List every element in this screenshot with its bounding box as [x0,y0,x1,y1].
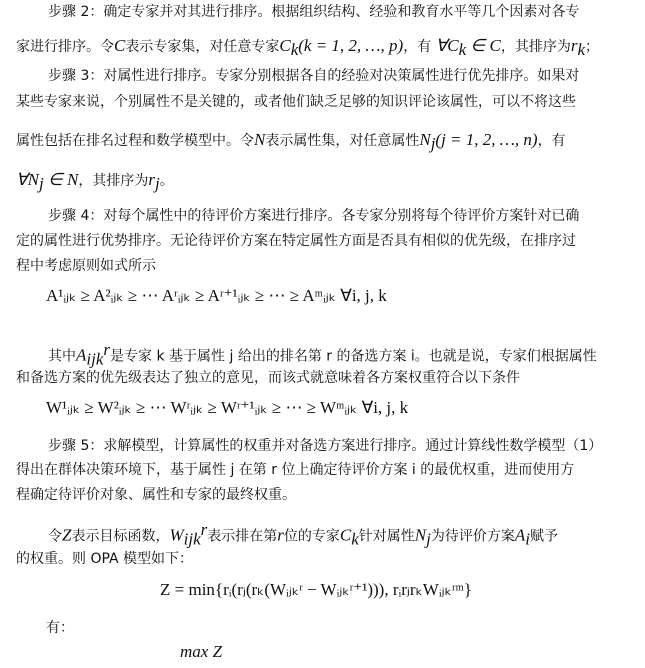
you-label: 有： [46,620,74,636]
w-subscript: ijk [183,529,201,549]
step6-text-f: 为待评价方案 [430,528,515,545]
step4-line3: 程中考虑原则如式所示 [16,258,156,274]
step6-text-d: 位的专家 [283,528,340,545]
step3-text-d: ，其排序为 [78,173,149,189]
a-superscript: r [103,340,111,359]
step5-line3: 程确定待评价对象、属性和专家的最终权重。 [16,487,296,503]
a-subscript: ijk [86,349,104,369]
step4-line4 [48,340,597,369]
step3-line3 [16,130,566,154]
step2-text-c: ，有 [403,39,432,55]
ck2-symbol: C [339,525,352,545]
step5-line1: 步骤 5：求解模型，计算属性的权重并对备选方案进行排序。通过计算线性数学模型（1） [48,438,603,454]
rj-subscript: j [154,173,160,193]
forall-nj: ∀N [16,170,39,189]
step4-line5: 和备选方案的优先级表达了独立的意见，而该式就意味着各方案权重符合以下条件 [16,370,520,386]
forall-ck: ∀C [435,36,459,55]
step6-text-c: 表示排在第 [207,528,278,545]
nj-range: (j = 1, 2, …, n) [435,130,538,149]
step6-text-a: 令 [48,528,62,545]
step4-text-b: 是专家 k 基于属性 j 给出的排名第 r 的备选方案 i。也就是说，专家们根据属性 [110,348,597,365]
nj2-symbol: N [414,525,427,545]
step3-text-b: 表示属性集，对任意属性 [265,133,420,149]
rj-symbol: r [148,170,155,189]
forall-nj-sub: j [38,173,44,193]
step6-text-b: 表示目标函数， [71,528,170,545]
step3-line2: 某些专家来说，个别属性不是关键的，或者他们缺乏足够的知识评论该属性，可以不将这些 [16,94,576,110]
step6-text-e: 针对属性 [358,528,415,545]
step6-line1 [48,520,558,549]
step3-text-c: ，有 [537,133,566,149]
forall-nj-tail: ∈ N [43,170,79,189]
step3-text-a: 属性包括在排名过程和数学模型中。令 [16,133,254,149]
rk-symbol: r [570,36,578,55]
forall-ck-tail: ∈ C [466,36,501,55]
symbol-Z: Z [62,525,72,545]
symbol-C: C [114,36,126,55]
step3-line4 [16,170,174,194]
w-superscript: r [200,520,208,539]
step3-text-e: 。 [159,173,174,189]
r-symbol: r [277,525,284,545]
ck-subscript: k [290,39,299,59]
nj2-subscript: j [426,529,431,549]
step2-text-a: 家进行排序。令 [16,39,114,55]
nj-subscript: j [430,133,436,153]
opa-model-formula: Z = min{rᵢ(rⱼ(rₖ(Wᵢⱼₖʳ − Wᵢⱼₖʳ⁺¹))), rᵢrⱼrₖWᵢⱼₖʳᵐ} [160,580,473,599]
formula-a-ranking: A¹ᵢⱼₖ ≥ A²ᵢⱼₖ ≥ ⋯ Aʳᵢⱼₖ ≥ Aʳ⁺¹ᵢⱼₖ ≥ ⋯ ≥ Aᵐᵢⱼₖ ∀i, j, k [46,286,387,305]
step4-line2: 定的属性进行优势排序。无论待评价方案在特定属性方面是否具有相似的优先级，在排序过 [16,233,576,249]
ck-symbol: C [279,36,291,55]
step2-text-d: ，其排序为 [500,39,571,55]
w-symbol: W [169,525,184,545]
ai-subscript: i [525,529,530,549]
nj-symbol: N [419,130,431,149]
forall-ck-sub: k [458,39,467,59]
step4-text-a: 其中 [48,348,76,365]
formula-w-weights: W¹ᵢⱼₖ ≥ W²ᵢⱼₖ ≥ ⋯ Wʳᵢⱼₖ ≥ Wʳ⁺¹ᵢⱼₖ ≥ ⋯ ≥ Wᵐᵢⱼₖ ∀i, j, k [46,398,409,417]
a-symbol: A [76,345,87,365]
step2-text-b: 表示专家集，对任意专家 [125,39,280,55]
ck-range: (k = 1, 2, …, p) [298,36,404,55]
ai-symbol: A [514,525,526,545]
symbol-N: N [254,130,266,149]
rk-subscript: k [577,39,585,59]
step3-line1: 步骤 3：对属性进行排序。专家分别根据各自的经验对决策属性进行优先排序。如果对 [48,68,580,84]
step4-line1: 步骤 4：对每个属性中的待评价方案进行排序。各专家分别将每个待评价方案针对已确 [48,208,580,224]
step2-line1: 步骤 2：确定专家并对其进行排序。根据组织结构、经验和教育水平等几个因素对各专 [48,4,580,20]
max-z: max Z [180,642,223,661]
step6-line2: 的权重。则 OPA 模型如下： [16,551,194,567]
step5-line2: 得出在群体决策环境下，基于属性 j 在第 r 位上确定待评价方案 i 的最优权重，进而使用方 [16,462,575,478]
step2-text-e: ； [585,39,599,55]
step2-line2 [16,36,599,60]
ck2-subscript: k [351,529,359,549]
step6-text-g: 赋予 [529,528,558,545]
